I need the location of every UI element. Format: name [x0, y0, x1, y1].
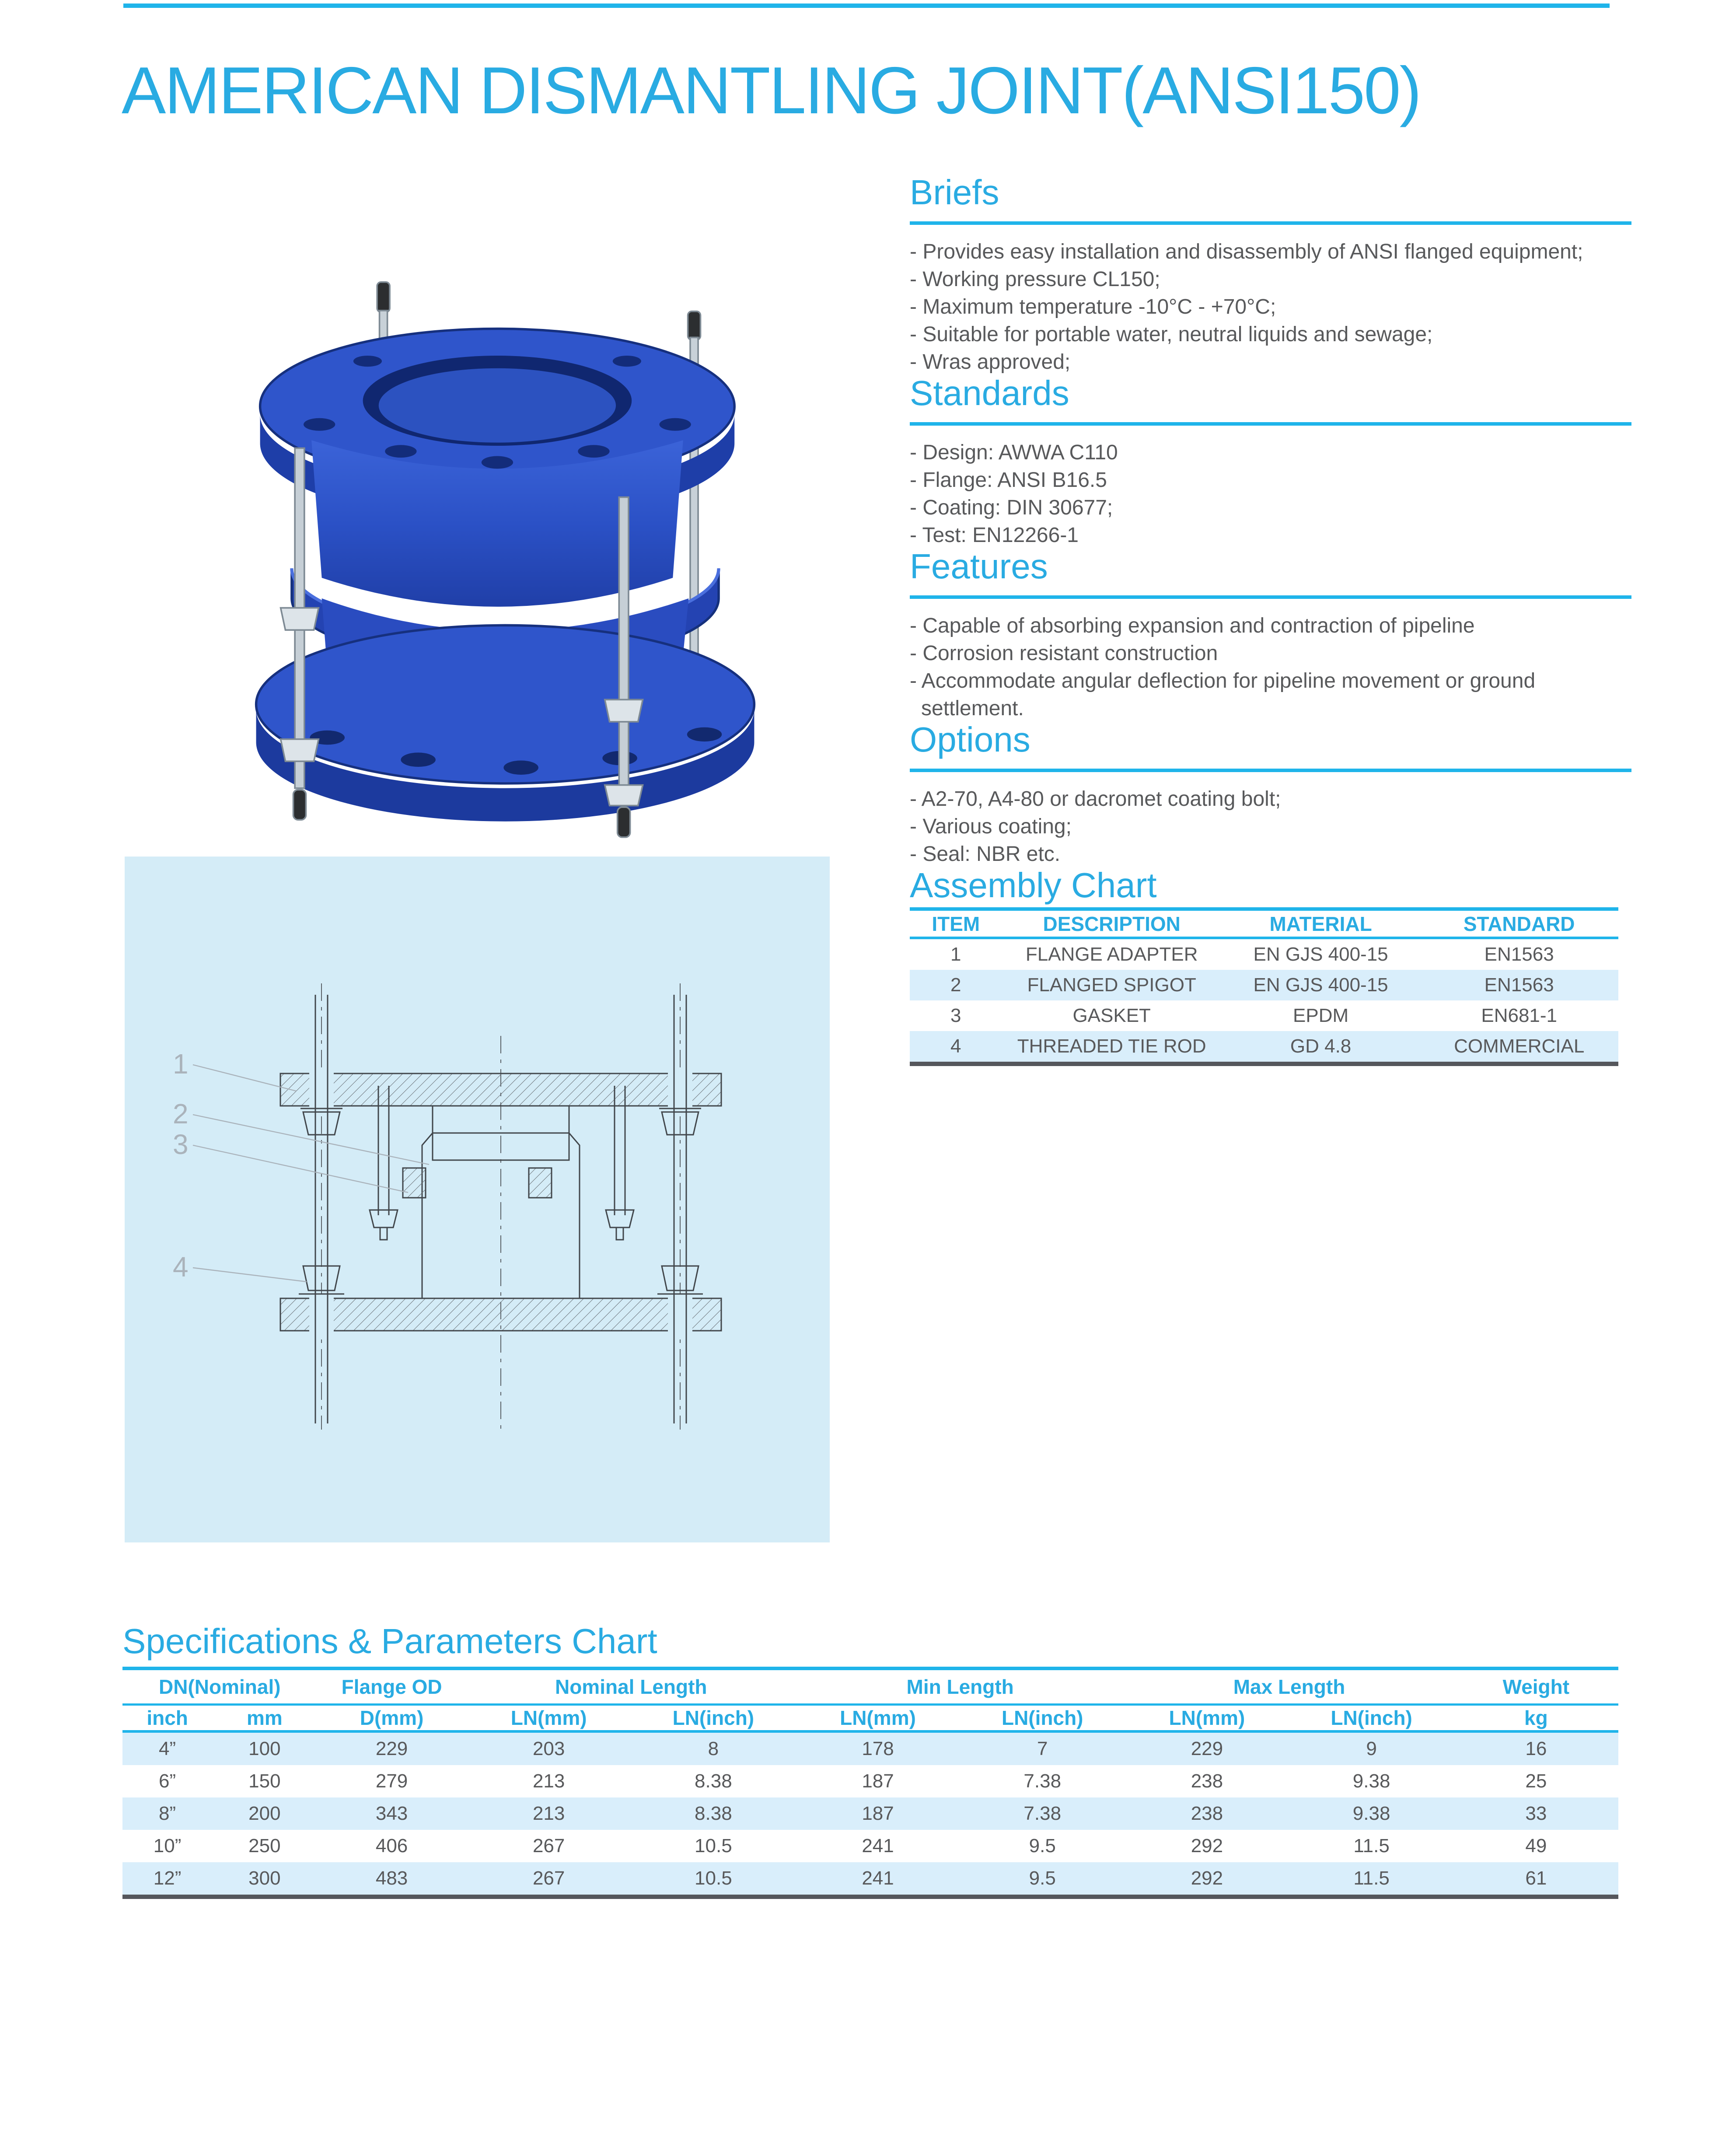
spec-heading: Specifications & Parameters Chart — [122, 1622, 657, 1661]
table-cell: 10.5 — [695, 1835, 732, 1857]
callout-label-4: 4 — [173, 1251, 189, 1283]
callout-label-1: 1 — [173, 1048, 189, 1080]
standards-heading: Standards — [910, 374, 1069, 413]
table-cell: EN GJS 400-15 — [1253, 974, 1388, 996]
callout-label-2: 2 — [173, 1098, 189, 1129]
table-cell: 187 — [862, 1770, 894, 1792]
table-cell: 292 — [1191, 1835, 1223, 1857]
product-photo — [144, 236, 866, 853]
table-cell: 4” — [159, 1738, 176, 1759]
table-cell: 238 — [1191, 1770, 1223, 1792]
table-cell: 406 — [375, 1835, 408, 1857]
column-header: MATERIAL — [1269, 912, 1372, 935]
table-cell: 2 — [950, 974, 961, 996]
table-cell: 250 — [248, 1835, 281, 1857]
table-cell: 7.38 — [1023, 1802, 1062, 1824]
table-cell: 238 — [1191, 1802, 1223, 1824]
briefs-heading: Briefs — [910, 173, 999, 212]
table-cell: 213 — [532, 1770, 565, 1792]
column-header: Max Length — [1233, 1675, 1345, 1698]
table-cell: 292 — [1191, 1867, 1223, 1889]
list-item: - Provides easy installation and disassembly of ANSI flanged equipment; — [910, 240, 1583, 263]
assembly-table-body — [910, 938, 1618, 1064]
table-cell: THREADED TIE ROD — [1017, 1035, 1206, 1057]
table-cell: FLANGE ADAPTER — [1025, 944, 1198, 965]
table-cell: 10” — [153, 1835, 182, 1857]
cross-section-drawing-graphic — [125, 857, 830, 1542]
table-cell: EN1563 — [1484, 944, 1554, 965]
list-item: - Seal: NBR etc. — [910, 843, 1061, 866]
table-cell: 483 — [375, 1867, 408, 1889]
technical-drawing — [125, 857, 830, 1542]
list-item: - Capable of absorbing expansion and contraction of pipeline — [910, 614, 1475, 637]
table-cell: 8.38 — [695, 1802, 732, 1824]
table-cell: 25 — [1525, 1770, 1547, 1792]
column-header: Min Length — [906, 1675, 1014, 1698]
features-underline — [910, 595, 1631, 599]
options-list — [910, 785, 1631, 868]
list-item: - Suitable for portable water, neutral liquids and sewage; — [910, 323, 1433, 346]
table-cell: 11.5 — [1353, 1835, 1390, 1857]
table-row — [122, 1765, 1618, 1797]
table-cell: 200 — [248, 1802, 281, 1824]
table-cell: GD 4.8 — [1290, 1035, 1352, 1057]
dismantling-joint-photo-graphic — [144, 236, 866, 853]
table-cell: 7 — [1037, 1738, 1048, 1759]
list-item: - A2-70, A4-80 or dacromet coating bolt; — [910, 787, 1281, 811]
options-underline — [910, 769, 1631, 772]
table-cell: GASKET — [1072, 1005, 1151, 1026]
briefs-underline — [910, 221, 1631, 225]
table-cell: 9.5 — [1029, 1867, 1056, 1889]
briefs-list — [910, 238, 1631, 376]
table-row — [910, 1031, 1618, 1064]
column-header: ITEM — [932, 912, 980, 935]
table-row — [122, 1830, 1618, 1862]
table-cell: 10.5 — [695, 1867, 732, 1889]
table-cell: 241 — [862, 1867, 894, 1889]
list-item: - Design: AWWA C110 — [910, 441, 1118, 464]
table-cell: 1 — [950, 944, 961, 965]
spec-group-header-row — [122, 1668, 1618, 1704]
table-row — [910, 970, 1618, 1000]
top-divider — [123, 3, 1610, 8]
callout-label-3: 3 — [173, 1129, 189, 1160]
table-cell: 16 — [1525, 1738, 1547, 1759]
assembly-header-row — [910, 909, 1618, 938]
features-heading: Features — [910, 547, 1048, 586]
table-cell: 279 — [375, 1770, 408, 1792]
page-title: AMERICAN DISMANTLING JOINT(ANSI150) — [122, 53, 1421, 128]
table-cell: 300 — [248, 1867, 281, 1889]
standards-list — [910, 439, 1631, 549]
table-cell: 150 — [248, 1770, 281, 1792]
table-cell: 100 — [248, 1738, 281, 1759]
table-cell: 11.5 — [1353, 1867, 1390, 1889]
list-item: - Working pressure CL150; — [910, 268, 1160, 291]
standards-underline — [910, 422, 1631, 426]
table-cell: 213 — [532, 1802, 565, 1824]
column-header: LN(mm) — [510, 1706, 587, 1729]
list-item: - Maximum temperature -10°C - +70°C; — [910, 295, 1276, 318]
table-row — [910, 938, 1618, 970]
table-cell: 267 — [532, 1867, 565, 1889]
table-row — [910, 1000, 1618, 1031]
features-list — [910, 612, 1631, 722]
table-cell: 49 — [1525, 1835, 1547, 1857]
table-cell: 8.38 — [695, 1770, 732, 1792]
table-row — [122, 1797, 1618, 1830]
list-item: - Wras approved; — [910, 350, 1071, 374]
table-cell: 229 — [375, 1738, 408, 1759]
table-cell: 241 — [862, 1835, 894, 1857]
table-cell: 9.38 — [1352, 1802, 1390, 1824]
table-cell: 61 — [1525, 1867, 1547, 1889]
table-cell: 178 — [862, 1738, 894, 1759]
column-header: kg — [1524, 1706, 1548, 1729]
table-cell: EN1563 — [1484, 974, 1554, 996]
list-item: - Accommodate angular deflection for pipeline movement or ground settlement. — [910, 669, 1536, 720]
list-item: - Test: EN12266-1 — [910, 524, 1079, 547]
spec-section — [122, 1624, 1618, 1899]
table-cell: EPDM — [1293, 1005, 1349, 1026]
column-header: LN(inch) — [672, 1706, 754, 1729]
table-cell: 4 — [950, 1035, 961, 1057]
table-cell: 6” — [159, 1770, 176, 1792]
column-header: Nominal Length — [555, 1675, 707, 1698]
table-cell: 203 — [532, 1738, 565, 1759]
table-row — [122, 1862, 1618, 1897]
table-cell: 343 — [375, 1802, 408, 1824]
assembly-chart-table — [910, 907, 1618, 1066]
column-header: DESCRIPTION — [1043, 912, 1181, 935]
column-header: LN(mm) — [1169, 1706, 1245, 1729]
column-header: Weight — [1502, 1675, 1570, 1698]
list-item: - Various coating; — [910, 815, 1072, 838]
table-cell: 187 — [862, 1802, 894, 1824]
list-item: - Coating: DIN 30677; — [910, 496, 1113, 519]
spec-table — [122, 1667, 1618, 1899]
table-cell: EN681-1 — [1481, 1005, 1558, 1026]
column-header: LN(inch) — [1001, 1706, 1083, 1729]
table-cell: 267 — [532, 1835, 565, 1857]
table-cell: FLANGED SPIGOT — [1027, 974, 1196, 996]
assembly-chart-heading: Assembly Chart — [910, 866, 1157, 905]
column-header: STANDARD — [1463, 912, 1575, 935]
spec-table-body — [122, 1731, 1618, 1897]
table-row — [122, 1731, 1618, 1765]
column-header: DN(Nominal) — [159, 1675, 281, 1698]
table-cell: 9.38 — [1352, 1770, 1390, 1792]
table-cell: 8” — [159, 1802, 176, 1824]
table-cell: 8 — [708, 1738, 719, 1759]
list-item: - Flange: ANSI B16.5 — [910, 469, 1107, 492]
table-cell: 9.5 — [1029, 1835, 1056, 1857]
options-heading: Options — [910, 720, 1030, 759]
table-cell: 3 — [950, 1005, 961, 1026]
column-header: mm — [246, 1706, 283, 1729]
table-cell: 12” — [153, 1867, 182, 1889]
column-header: LN(inch) — [1331, 1706, 1412, 1729]
column-header: Flange OD — [341, 1675, 442, 1698]
spec-sub-header-row — [122, 1704, 1618, 1731]
table-cell: COMMERCIAL — [1454, 1035, 1585, 1057]
column-header: inch — [147, 1706, 188, 1729]
table-cell: 7.38 — [1023, 1770, 1062, 1792]
column-header: LN(mm) — [840, 1706, 916, 1729]
list-item: - Corrosion resistant construction — [910, 642, 1218, 665]
right-column — [910, 175, 1631, 1066]
table-cell: EN GJS 400-15 — [1253, 944, 1388, 965]
table-cell: 229 — [1191, 1738, 1223, 1759]
column-header: D(mm) — [360, 1706, 424, 1729]
table-cell: 9 — [1366, 1738, 1377, 1759]
table-cell: 33 — [1525, 1802, 1547, 1824]
